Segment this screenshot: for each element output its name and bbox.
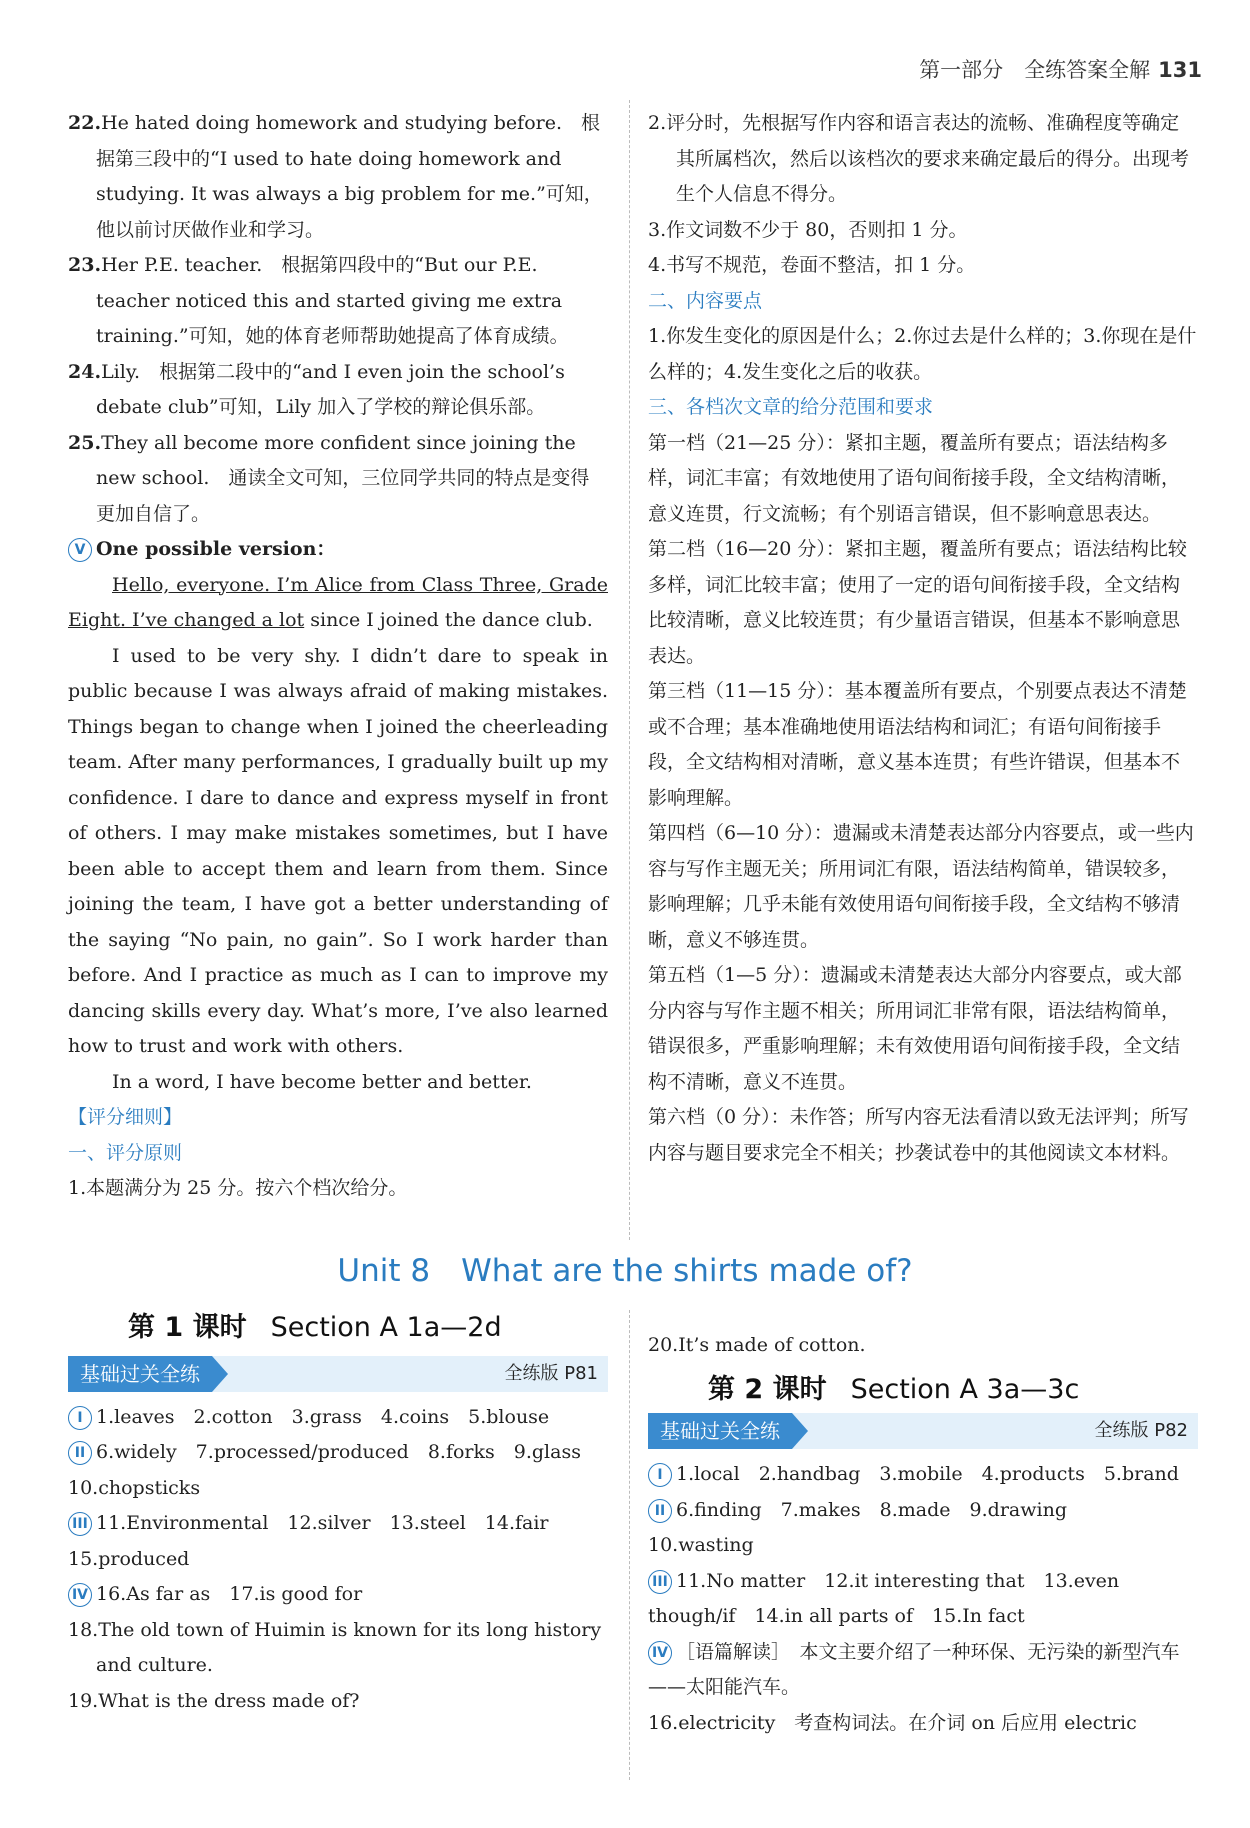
lesson-2-banner xyxy=(648,1413,1198,1449)
l1-row-5: 15.produced xyxy=(68,1547,190,1570)
l2-row-2: II 6.finding 7.makes 8.made 9.drawing xyxy=(648,1493,1198,1529)
left-column xyxy=(68,106,608,1207)
l2-row-1: I 1.local 2.handbag 3.mobile 4.products 5.brand xyxy=(648,1457,1198,1493)
banner-ref: 全练版 P82 xyxy=(1094,1420,1188,1441)
l1-row-6: IV 16.As far as 17.is good for xyxy=(68,1577,608,1613)
column-divider-lower xyxy=(629,1310,630,1780)
l2-row-6: 16.electricity 考查构词法。在介词 on 后应用 electric xyxy=(648,1711,1137,1734)
l2-row-5: IV ［语篇解读］ 本文主要介绍了一种环保、无污染的新型汽车——太阳能汽车。 xyxy=(648,1640,1180,1698)
grade-1: 第一档（21—25 分）：紧扣主题，覆盖所有要点；语法结构多样，词汇丰富；有效地使用了语句间衔接手段，全文结构清晰，意义连贯，行文流畅；有个别语言错误，但不影响意思表达。 xyxy=(648,431,1181,525)
l1-row-3: 10.chopsticks xyxy=(68,1476,201,1499)
rules-line-4: 4.书写不规范，卷面不整洁，扣 1 分。 xyxy=(648,254,976,276)
lesson-1-title: 第 1 课时 Section A 1a—2d xyxy=(128,1312,502,1343)
l2-pre: 20.It’s made of cotton. xyxy=(648,1334,866,1356)
lesson-2-block xyxy=(648,1328,1198,1741)
answer-22: 22.He hated doing homework and studying before. 根据第三段中的“I used to hate doing homework and studying. It was always a big problem for me.”可知，他以前讨厌做作业和学习。 xyxy=(68,112,603,241)
rules-heading-2: 二、内容要点 xyxy=(648,289,763,312)
answer-25: 25.They all become more confident since joining the new school. 通读全文可知，三位同学共同的特点是变得更加自信了。 xyxy=(68,431,590,525)
version-heading: V One possible version： xyxy=(68,532,608,568)
grade-6: 第六档（0 分）：未作答；所写内容无法看清以致无法评判；所写内容与题目要求完全不相关；抄袭试卷中的其他阅读文本材料。 xyxy=(648,1106,1189,1164)
lesson-1-banner xyxy=(68,1356,608,1392)
header-section: 第一部分 全练答案全解 xyxy=(919,58,1151,82)
rules-line-1: 1.本题满分为 25 分。按六个档次给分。 xyxy=(68,1177,408,1199)
rules-heading-3: 三、各档次文章的给分范围和要求 xyxy=(648,396,934,418)
l2-row-4: III 11.No matter 12.it interesting that 13.even though/if 14.in all parts of 15.In fact xyxy=(648,1569,1120,1627)
unit-title: Unit 8 What are the shirts made of? xyxy=(337,1253,913,1289)
lesson-1-block xyxy=(68,1310,608,1719)
grade-5: 第五档（1—5 分）：遗漏或未清楚表达大部分内容要点，或大部分内容与写作主题不相关；所用词汇非常有限，语法结构简单，错误很多，严重影响理解；未有效使用语句间衔接手段，全文结构不清晰，意义不连贯。 xyxy=(648,964,1182,1093)
l2-row-3: 10.wasting xyxy=(648,1534,754,1556)
banner-tag: 基础过关全练 xyxy=(68,1356,212,1392)
column-divider xyxy=(629,100,630,1240)
roman-badge: V xyxy=(68,538,92,562)
grade-2: 第二档（16—20 分）：紧扣主题，覆盖所有要点；语法结构比较多样，词汇比较丰富；使用了一定的语句间衔接手段，全文结构比较清晰，意义比较连贯；有少量语言错误，但基本不影响意思表达。 xyxy=(648,538,1187,667)
banner-ref: 全练版 P81 xyxy=(504,1362,598,1384)
page-number: 131 xyxy=(1158,58,1202,82)
right-column xyxy=(648,106,1198,1171)
grade-3: 第三档（11—15 分）：基本覆盖所有要点，个别要点表达不清楚或不合理；基本准确地使用语法结构和词汇；有语句间衔接手段，全文结构相对清晰，意义基本连贯；有些许错误，但基本不影响理解。 xyxy=(648,680,1187,809)
rules-title: 【评分细则】 xyxy=(68,1106,183,1128)
l1-row-7: 18.The old town of Huimin is known for its long history and culture. xyxy=(68,1618,602,1676)
lesson-2-title: 第 2 课时 Section A 3a—3c xyxy=(708,1373,1080,1405)
answer-23: 23.Her P.E. teacher. 根据第四段中的“But our P.E. teacher noticed this and started giving me extra training.”可知，她的体育老师帮助她提高了体育成绩。 xyxy=(68,254,569,347)
l1-row-1: I 1.leaves 2.cotton 3.grass 4.coins 5.blouse xyxy=(68,1400,608,1436)
sample-paragraph-1: Hello, everyone. I’m Alice from Class Three, Grade Eight. I’ve changed a lot since I joined the dance club. xyxy=(68,573,608,631)
l1-row-8: 19.What is the dress made of? xyxy=(68,1689,360,1712)
banner-tag: 基础过关全练 xyxy=(648,1413,792,1449)
rules-line-2: 2.评分时，先根据写作内容和语言表达的流畅、准确程度等确定其所属档次，然后以该档次的要求来确定最后的得分。出现考生个人信息不得分。 xyxy=(648,112,1190,205)
rules-heading-1: 一、评分原则 xyxy=(68,1141,183,1164)
l1-row-2: II 6.widely 7.processed/produced 8.forks 9.glass xyxy=(68,1435,608,1471)
page-header xyxy=(919,54,1202,84)
l1-row-4: III 11.Environmental 12.silver 13.steel 14.fair xyxy=(68,1506,608,1542)
content-points: 1.你发生变化的原因是什么；2.你过去是什么样的；3.你现在是什么样的；4.发生变化之后的收获。 xyxy=(648,325,1197,383)
sample-paragraph-3: In a word, I have become better and better. xyxy=(112,1070,532,1093)
sample-paragraph-2: I used to be very shy. I didn’t dare to speak in public because I was always afraid of making mistakes. Things began to change when I joined the cheerleading team. After many performances, I gradually built up my confidence. I dare to dance and express myself in front of others. I may make mistakes sometimes, but I have been able to accept them and learn from them. Since joining the team, I have got a better understanding of the saying “No pain, no gain”. So I work harder than before. And I practice as much as I can to improve my dancing skills every day. What’s more, I’ve also learned how to trust and work with others. xyxy=(68,644,608,1057)
grade-4: 第四档（6—10 分）：遗漏或未清楚表达部分内容要点，或一些内容与写作主题无关；所用词汇有限，语法结构简单，错误较多，影响理解；几乎未能有效使用语句间衔接手段，全文结构不够清晰，意义不够连贯。 xyxy=(648,822,1194,951)
answer-24: 24.Lily. 根据第二段中的“and I even join the school’s debate club”可知，Lily 加入了学校的辩论俱乐部。 xyxy=(68,360,565,418)
rules-line-3: 3.作文词数不少于 80，否则扣 1 分。 xyxy=(648,218,968,241)
